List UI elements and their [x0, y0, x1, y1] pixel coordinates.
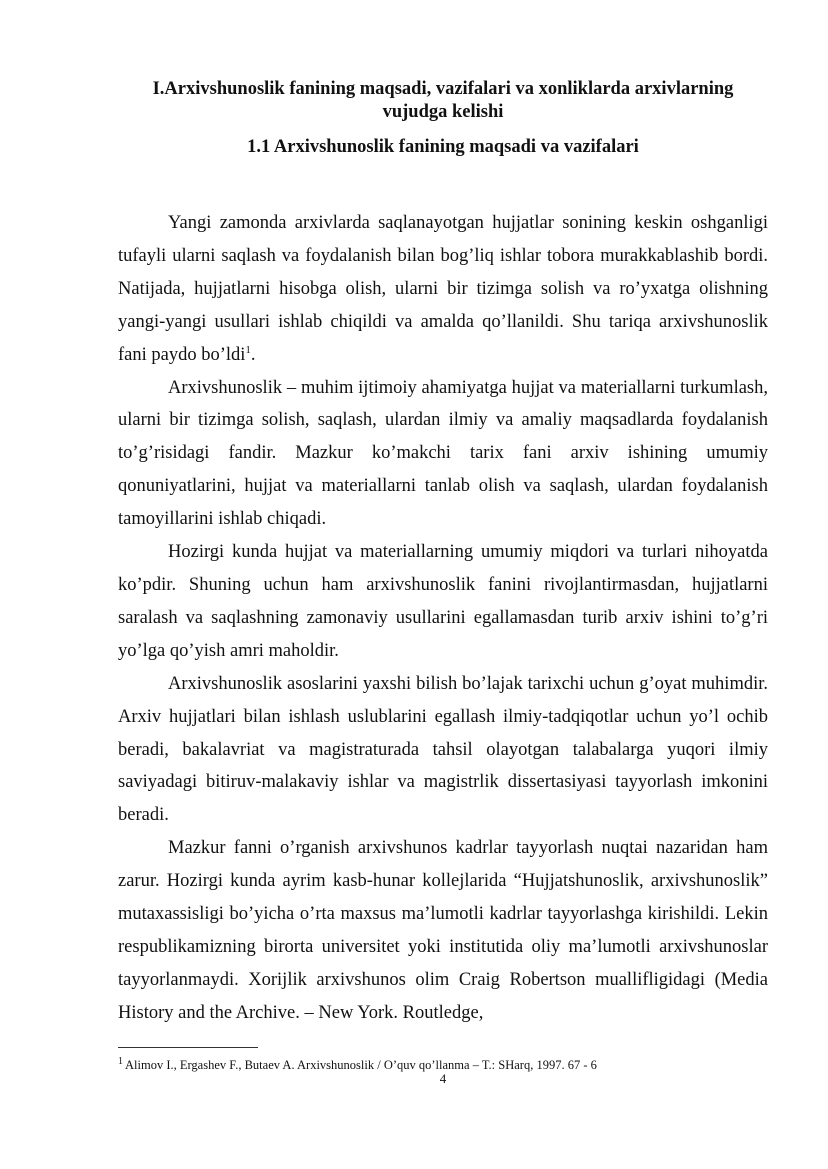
- paragraph-tail: .: [250, 344, 256, 365]
- footnote-text: Alimov I., Ergashev F., Butaev A. Arxivshunoslik / O’quv qo’llanma – T.: SHarq, 1997. 67 - 6: [125, 1058, 597, 1072]
- paragraph-3: Hozirgi kunda hujjat va materiallarning umumiy miqdori va turlari nihoyatda ko’pdir. Shuning uchun ham arxivshunoslik fanini rivojlantirmasdan, hujjatlarni saralash va saqlashning zamonaviy usullarini egallamasdan turib arxiv ishini to’g’ri yo’lga qo’yish amri maholdir.: [118, 542, 768, 661]
- paragraph-4: Arxivshunoslik asoslarini yaxshi bilish bo’lajak tarixchi uchun g’oyat muhimdir. Arxiv hujjatlari bilan ishlash uslublarini egallash ilmiy-tadqiqotlar uchun yo’l ochib beradi, bakalavriat va magistraturada tahsil olayotgan talabalarga yuqori ilmiy saviyadagi bitiruv-malakaviy ishlar va magistrlik dissertasiyasi tayyorlash imkonini beradi.: [118, 673, 768, 826]
- footnote-number: 1: [118, 1055, 123, 1067]
- section-title: 1.1 Arxivshunoslik fanining maqsadi va vazifalari: [247, 137, 639, 157]
- paragraph-2: Arxivshunoslik – muhim ijtimoiy ahamiyatga hujjat va materiallarni turkumlash, ularni bir tizimga solish, saqlash, ulardan ilmiy va amaliy maqsadlarda foydalanish to’g’risidagi fandir. Mazkur ko’makchi tarix fani arxiv ishining umumiy qonuniyatlarini, hujjat va materiallarni tanlab olish va saqlash, ulardan foydalanish tamoyillarini ishlab chiqadi.: [118, 377, 768, 530]
- paragraph-1: [118, 207, 768, 372]
- footnote-divider: [118, 1047, 258, 1048]
- footnote-reference[interactable]: 1: [245, 343, 251, 356]
- chapter-title: I.Arxivshunoslik fanining maqsadi, vazifalari va xonliklarda arxivlarning vujudga kelishi: [152, 79, 734, 122]
- paragraph-text: Yangi zamonda arxivlarda saqlanayotgan hujjatlar sonining keskin oshganligi tufayli ularni saqlash va foydalanish bilan bog’liq ishlar tobora murakkablashib bordi. Natijada, hujjatlarni hisobga olish, ularni bir tizimga solish va ro’yxatga olishning yangi-yangi usullari ishlab chiqildi va amalda qo’llanildi. Shu tariqa arxivshunoslik fani paydo bo’ldi: [118, 213, 768, 365]
- body-text: [118, 207, 768, 1030]
- paragraph-5: Mazkur fanni o’rganish arxivshunos kadrlar tayyorlash nuqtai nazaridan ham zarur. Hozirgi kunda ayrim kasb-hunar kollejlarida “Hujjatshunoslik, arxivshunoslik” mutaxassisligi bo’yicha o’rta maxsus ma’lumotli kadrlar tayyorlashga kirishildi. Lekin respublikamizning birorta universitet yoki institutida oliy ma’lumotli arxivshunoslar tayyorlanmaydi. Xorijlik arxivshunos olim Craig Robertson muallifligidagi (Media History and the Archive. – New York. Routledge,: [118, 838, 768, 1023]
- page-number: 4: [439, 1071, 447, 1086]
